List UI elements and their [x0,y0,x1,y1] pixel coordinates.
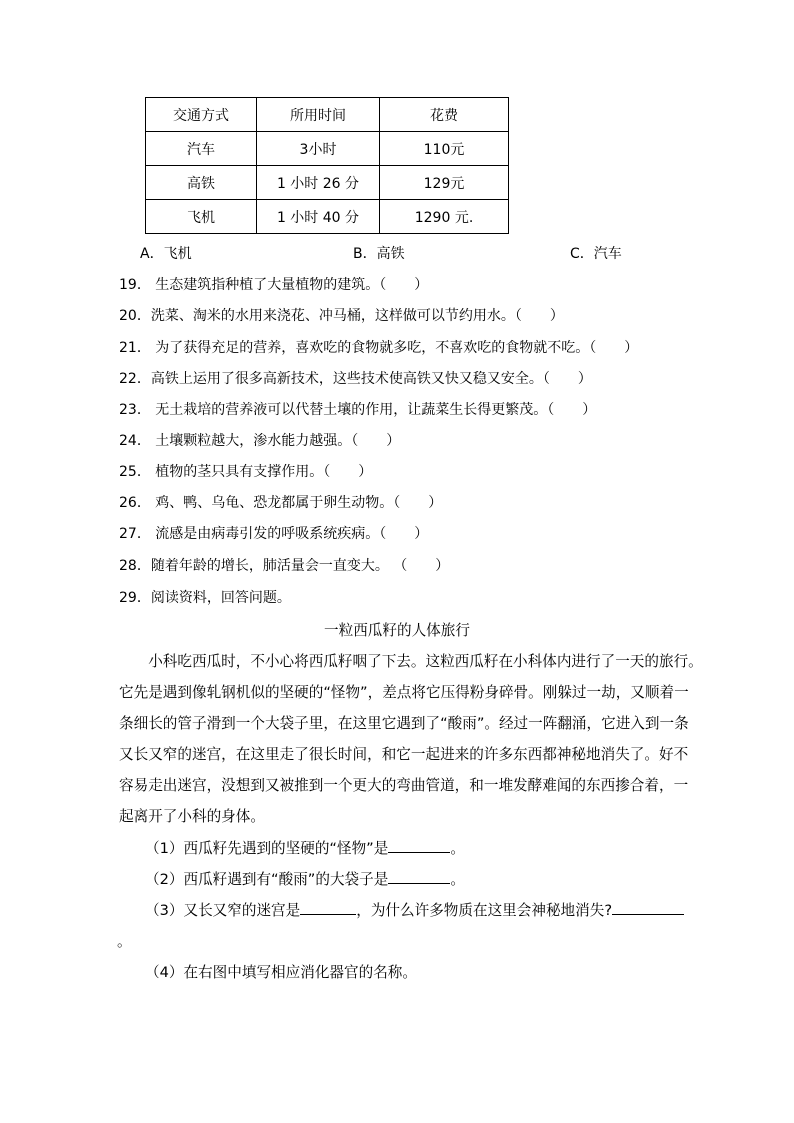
table-cell: 129元 [380,166,509,200]
passage-line: 条细长的管子滑到一个大袋子里，在这里它遇到了“酸雨”。经过一阵翻涌，它进入到一条 [119,715,689,732]
question-24: 24． 土壤颗粒越大，渗水能力越强。（ ） [119,433,401,449]
question-21: 21． 为了获得充足的营养，喜欢吃的食物就多吃，不喜欢吃的食物就不吃。（ ） [119,340,639,356]
subquestion-text: （2）西瓜籽遇到有“酸雨”的大袋子是 [145,871,389,888]
table-cell: 110元 [380,132,509,166]
option-b: B．高铁 [353,246,405,262]
answer-blank[interactable] [300,900,356,915]
option-a: A．飞机 [140,246,192,262]
passage-line: 容易走出迷宫，没想到又被推到一个更大的弯曲管道，和一堆发酵难闻的东西掺合着，一 [119,777,689,794]
passage-line: 又长又窄的迷宫，在这里走了很长时间，和它一起进来的许多东西都神秘地消失了。好不 [119,746,689,763]
table-cell: 汽车 [146,132,257,166]
table-cell: 飞机 [146,200,257,234]
subquestion-3-end: 。 [117,933,132,950]
table-header: 所用时间 [257,98,380,132]
table-header-row [146,98,509,132]
table-cell: 3小时 [257,132,380,166]
subquestion-3 [145,899,684,920]
passage-line: 起离开了小科的身体。 [119,808,265,825]
passage-title: 一粒西瓜籽的人体旅行 [324,622,470,639]
answer-blank[interactable] [388,869,450,884]
transport-table [145,97,509,234]
subquestion-end: 。 [450,871,465,888]
question-22: 22．高铁上运用了很多高新技术，这些技术使高铁又快又稳又安全。（ ） [119,371,592,387]
subquestion-text: （1）西瓜籽先遇到的坚硬的“怪物”是 [145,840,389,857]
table-cell: 1290 元. [380,200,509,234]
option-c: C．汽车 [570,246,622,262]
answer-blank[interactable] [612,900,684,915]
question-29: 29．阅读资料，回答问题。 [119,590,291,606]
table-row [146,200,509,234]
subquestion-2 [145,868,465,889]
subquestion-1 [145,837,465,858]
question-20: 20．洗菜、淘米的水用来浇花、冲马桶，这样做可以节约用水。（ ） [119,308,564,324]
subquestion-end: 。 [450,840,465,857]
table-cell: 高铁 [146,166,257,200]
table-header: 花费 [380,98,509,132]
subquestion-4: （4）在右图中填写相应消化器官的名称。 [145,964,417,981]
table-header: 交通方式 [146,98,257,132]
question-23: 23． 无土栽培的营养液可以代替土壤的作用，让蔬菜生长得更繁茂。（ ） [119,402,597,418]
passage-line: 它先是遇到像轧钢机似的坚硬的“怪物”，差点将它压得粉身碎骨。刚躲过一劫，又顺着一 [119,684,689,701]
subquestion-text: （3）又长又窄的迷宫是 [145,902,301,919]
question-26: 26． 鸡、鸭、乌龟、恐龙都属于卵生动物。（ ） [119,495,443,511]
question-19: 19． 生态建筑指种植了大量植物的建筑。（ ） [119,277,429,293]
answer-blank[interactable] [388,838,450,853]
subquestion-mid: ，为什么许多物质在这里会神秘地消失? [356,902,613,919]
table-row [146,132,509,166]
table-row [146,166,509,200]
question-25: 25． 植物的茎只具有支撑作用。（ ） [119,464,373,480]
question-27: 27． 流感是由病毒引发的呼吸系统疾病。（ ） [119,526,429,542]
passage-line: 小科吃西瓜时，不小心将西瓜籽咽了下去。这粒西瓜籽在小科体内进行了一天的旅行。 [119,653,703,670]
table-cell: 1 小时 40 分 [257,200,380,234]
table-cell: 1 小时 26 分 [257,166,380,200]
question-28: 28．随着年龄的增长，肺活量会一直变大。 （ ） [119,558,450,574]
